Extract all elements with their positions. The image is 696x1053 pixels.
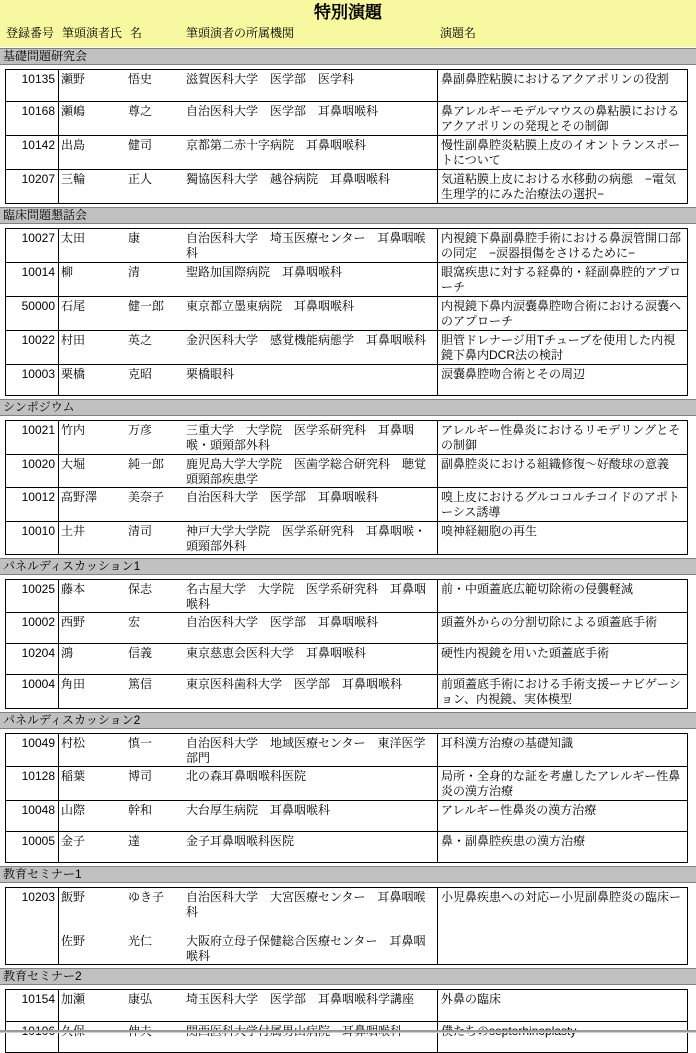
table-row xyxy=(6,990,687,1021)
table-row xyxy=(6,831,687,862)
registration-number: 10207 xyxy=(6,170,59,203)
registration-number xyxy=(6,1022,59,1052)
author-cell xyxy=(59,1022,437,1052)
author-cell xyxy=(59,136,437,169)
presentation-title: 副鼻腔炎における組織修復〜好酸球の意義 xyxy=(437,455,687,487)
author-cell xyxy=(59,580,437,612)
author-cell xyxy=(59,832,437,862)
presentation-title: 外鼻の臨床 xyxy=(437,990,687,1021)
author-affiliation: 東京都立墨東病院 耳鼻咽喉科 xyxy=(186,299,355,313)
author-given-name: 健司 xyxy=(128,138,153,152)
column-header-row xyxy=(5,26,696,41)
registration-number: 10012 xyxy=(6,488,59,521)
author-cell xyxy=(59,644,437,674)
author-given-name: 保志 xyxy=(128,582,153,596)
author-cell xyxy=(59,767,437,800)
table-row xyxy=(6,580,687,612)
presentation-title: 鼻アレルギーモデルマウスの鼻粘膜におけるアクアポリンの発現とその制御 xyxy=(437,102,687,135)
author-surname: 角田 xyxy=(61,677,86,691)
registration-number: 10204 xyxy=(6,644,59,674)
author-surname: 石尾 xyxy=(61,299,86,313)
table-row xyxy=(6,674,687,708)
table-row xyxy=(6,521,687,554)
session-table xyxy=(5,733,688,863)
author-line xyxy=(59,582,437,612)
table-row xyxy=(6,101,687,135)
author-line xyxy=(59,367,437,382)
author-cell xyxy=(59,455,437,487)
table-row xyxy=(6,800,687,831)
author-line xyxy=(59,677,437,692)
registration-number: 10168 xyxy=(6,102,59,135)
presentation-title: 硬性内視鏡を用いた頭蓋底手術 xyxy=(437,644,687,674)
author-surname: 山際 xyxy=(61,803,86,817)
column-header-surname: 筆頭演者氏 xyxy=(62,26,123,40)
registration-number: 10004 xyxy=(6,675,59,708)
section-header: 基礎問題研究会 xyxy=(0,48,696,65)
author-surname: 瀬嶋 xyxy=(61,104,86,118)
author-cell xyxy=(59,365,437,395)
registration-number: 10003 xyxy=(6,365,59,395)
author-line xyxy=(59,646,437,661)
table-row xyxy=(6,296,687,330)
author-affiliation: 大台厚生病院 耳鼻咽喉科 xyxy=(186,803,331,817)
registration-number: 10203 xyxy=(6,888,59,964)
section-header: パネルディスカッション1 xyxy=(0,558,696,575)
author-affiliation: 自治医科大学 大宮医療センター 耳鼻咽喉科 xyxy=(186,890,426,919)
author-affiliation: 自治医科大学 医学部 耳鼻咽喉科 xyxy=(186,490,379,504)
author-surname: 柳 xyxy=(61,265,74,279)
session-table xyxy=(5,989,688,1053)
author-affiliation: 自治医科大学 埼玉医療センター 耳鼻咽喉科 xyxy=(186,231,426,260)
author-affiliation: 金子耳鼻咽喉科医院 xyxy=(186,834,295,848)
presentation-title: 嗅上皮におけるグルココルチコイドのアポトーシス誘導 xyxy=(437,488,687,521)
author-affiliation: 獨協医科大学 越谷病院 耳鼻咽喉科 xyxy=(186,172,391,186)
author-surname: 金子 xyxy=(61,834,86,848)
author-cell xyxy=(59,70,437,101)
author-given-name: 克昭 xyxy=(128,367,153,381)
session-table xyxy=(5,420,688,555)
author-given-name: 尊之 xyxy=(128,104,153,118)
author-given-name: 清司 xyxy=(128,524,153,538)
author-line xyxy=(59,138,437,153)
author-surname: 高野澤 xyxy=(61,490,98,504)
table-row xyxy=(6,454,687,487)
author-cell xyxy=(59,331,437,364)
author-surname: 栗橋 xyxy=(61,367,86,381)
column-header-title: 演題名 xyxy=(440,26,477,40)
registration-number: 10020 xyxy=(6,455,59,487)
author-line xyxy=(59,615,437,630)
author-given-name: 康弘 xyxy=(128,992,153,1006)
page-header xyxy=(0,0,696,47)
author-given-name: 正人 xyxy=(128,172,153,186)
author-affiliation: 栗橋眼科 xyxy=(186,367,235,381)
presentation-title: 小児鼻疾患への対応ー小児副鼻腔炎の臨床ー xyxy=(437,888,687,964)
author-given-name: 光仁 xyxy=(128,934,153,948)
table-row xyxy=(6,229,687,262)
author-surname: 瀬野 xyxy=(61,72,86,86)
author-affiliation: 自治医科大学 医学部 耳鼻咽喉科 xyxy=(186,615,379,629)
registration-number: 10005 xyxy=(6,832,59,862)
table-row xyxy=(6,1021,687,1052)
author-affiliation: 名古屋大学 大学院 医学系研究科 耳鼻咽喉科 xyxy=(186,582,427,611)
author-affiliation: 鹿児島大学大学院 医歯学総合研究科 聴覚頭頸部疾患学 xyxy=(186,457,427,486)
author-line xyxy=(59,992,437,1007)
presentation-title: 前頭蓋底手術における手術支援ーナビゲーション、内視鏡、実体模型 xyxy=(437,675,687,708)
column-header-affiliation: 筆頭演者の所属機関 xyxy=(186,26,295,40)
author-given-name: 篤信 xyxy=(128,677,153,691)
author-surname: 加瀬 xyxy=(61,992,86,1006)
author-line xyxy=(59,834,437,849)
author-affiliation: 金沢医科大学 感覚機能病態学 耳鼻咽喉科 xyxy=(186,333,427,347)
registration-number: 10021 xyxy=(6,421,59,454)
table-row xyxy=(6,169,687,203)
presentation-title: アレルギー性鼻炎の漢方治療 xyxy=(437,801,687,831)
author-surname: 稲葉 xyxy=(61,769,86,783)
presentation-title: 慢性副鼻腔炎粘膜上皮のイオントランスポートについて xyxy=(437,136,687,169)
presentation-title: 気道粘膜上皮における水移動の病態 −電気生理学的にみた治療法の選択− xyxy=(437,170,687,203)
author-affiliation: 東京慈恵会医科大学 耳鼻咽喉科 xyxy=(186,646,367,660)
author-cell xyxy=(59,229,437,262)
presentation-title: 胆管ドレナージ用Tチューブを使用した内視鏡下鼻内DCR法の検討 xyxy=(437,331,687,364)
section-header: シンポジウム xyxy=(0,399,696,416)
author-affiliation: 聖路加国際病院 耳鼻咽喉科 xyxy=(186,265,343,279)
author-surname: 土井 xyxy=(61,524,86,538)
author-given-name: 慎一 xyxy=(128,736,153,750)
author-cell xyxy=(59,990,437,1021)
author-cell xyxy=(59,522,437,554)
presentation-title: 頭蓋外からの分割切除による頭蓋底手術 xyxy=(437,613,687,643)
registration-number: 10002 xyxy=(6,613,59,643)
registration-number: 10027 xyxy=(6,229,59,262)
author-affiliation: 北の森耳鼻咽喉科医院 xyxy=(186,769,307,783)
section-header: 教育セミナー1 xyxy=(0,866,696,883)
author-line xyxy=(59,769,437,784)
table-row xyxy=(6,421,687,454)
author-surname: 竹内 xyxy=(61,423,86,437)
author-line xyxy=(59,934,437,964)
author-line xyxy=(59,299,437,314)
author-given-name: 健一郎 xyxy=(128,299,165,313)
session-table xyxy=(5,69,688,204)
author-cell xyxy=(59,675,437,708)
author-given-name: 英之 xyxy=(128,333,153,347)
registration-number: 10022 xyxy=(6,331,59,364)
registration-number: 50000 xyxy=(6,297,59,330)
author-given-name: 純一郎 xyxy=(128,457,165,471)
author-given-name: ゆき子 xyxy=(128,890,165,904)
presentation-title: 耳科漢方治療の基礎知識 xyxy=(437,734,687,766)
author-line xyxy=(59,457,437,487)
registration-number: 10142 xyxy=(6,136,59,169)
registration-number: 10135 xyxy=(6,70,59,101)
session-table xyxy=(5,228,688,396)
author-line xyxy=(59,72,437,87)
author-given-name: 宏 xyxy=(128,615,141,629)
table-row xyxy=(6,612,687,643)
presentation-title xyxy=(437,1022,687,1052)
table-row xyxy=(6,734,687,766)
author-given-name: 悟史 xyxy=(128,72,153,86)
author-line xyxy=(59,265,437,280)
table-row xyxy=(6,766,687,800)
author-affiliation: 埼玉医科大学 医学部 耳鼻咽喉科学講座 xyxy=(186,992,415,1006)
registration-number: 10049 xyxy=(6,734,59,766)
session-table xyxy=(5,579,688,709)
session-table xyxy=(5,887,688,965)
registration-number: 10154 xyxy=(6,990,59,1021)
author-surname: 出島 xyxy=(61,138,86,152)
author-surname: 太田 xyxy=(61,231,86,245)
author-line xyxy=(59,231,437,261)
presentation-title: 眼窩疾患に対する経鼻的・経副鼻腔的アプローチ xyxy=(437,263,687,296)
author-affiliation: 三重大学 大学院 医学系研究科 耳鼻咽喉・頭頸部外科 xyxy=(186,423,415,452)
author-surname: 鴻 xyxy=(61,646,74,660)
author-line xyxy=(59,890,437,920)
column-header-registration-number: 登録番号 xyxy=(6,26,55,40)
registration-number: 10128 xyxy=(6,767,59,800)
author-given-name: 達 xyxy=(128,834,141,848)
author-line xyxy=(59,104,437,119)
presentation-title: 局所・全身的な証を考慮したアレルギー性鼻炎の漢方治療 xyxy=(437,767,687,800)
author-surname: 三輪 xyxy=(61,172,86,186)
author-affiliation: 京都第二赤十字病院 耳鼻咽喉科 xyxy=(186,138,367,152)
author-cell xyxy=(59,102,437,135)
author-line xyxy=(59,803,437,818)
table-row xyxy=(6,70,687,101)
registration-number: 10014 xyxy=(6,263,59,296)
author-cell xyxy=(59,734,437,766)
presentation-title: アレルギー性鼻炎におけるリモデリングとその制御 xyxy=(437,421,687,454)
section-header: 臨床問題懇話会 xyxy=(0,207,696,224)
presentation-title: 内視鏡下鼻副鼻腔手術における鼻涙管開口部の同定 −涙器損傷をさけるために− xyxy=(437,229,687,262)
registration-number: 10010 xyxy=(6,522,59,554)
bottom-rule xyxy=(0,1030,696,1033)
author-line xyxy=(59,172,437,187)
author-surname: 佐野 xyxy=(61,934,86,948)
author-line xyxy=(59,333,437,348)
author-cell xyxy=(59,801,437,831)
author-surname: 飯野 xyxy=(61,890,86,904)
author-cell xyxy=(59,888,437,964)
presentation-title: 嗅神経細胞の再生 xyxy=(437,522,687,554)
table-row xyxy=(6,487,687,521)
author-cell xyxy=(59,613,437,643)
author-given-name: 万彦 xyxy=(128,423,153,437)
author-given-name: 博司 xyxy=(128,769,153,783)
presentation-title: 涙嚢鼻腔吻合術とその周辺 xyxy=(437,365,687,395)
author-cell xyxy=(59,297,437,330)
presentation-title: 内視鏡下鼻内涙嚢鼻腔吻合術における涙嚢へのアプローチ xyxy=(437,297,687,330)
author-surname: 村松 xyxy=(61,736,86,750)
page-title: 特別演題 xyxy=(314,3,382,22)
author-surname: 大堀 xyxy=(61,457,86,471)
registration-number: 10048 xyxy=(6,801,59,831)
author-cell xyxy=(59,488,437,521)
author-affiliation: 神戸大学大学院 医学系研究科 耳鼻咽喉・頭頸部外科 xyxy=(186,524,427,553)
author-cell xyxy=(59,170,437,203)
section-header: パネルディスカッション2 xyxy=(0,712,696,729)
author-cell xyxy=(59,421,437,454)
table-row xyxy=(6,262,687,296)
author-given-name: 信義 xyxy=(128,646,153,660)
author-surname: 藤本 xyxy=(61,582,86,596)
presentation-title: 鼻・副鼻腔疾患の漢方治療 xyxy=(437,832,687,862)
author-line xyxy=(59,736,437,766)
author-affiliation: 滋賀医科大学 医学部 医学科 xyxy=(186,72,355,86)
presentation-title: 鼻副鼻腔粘膜におけるアクアポリンの役割 xyxy=(437,70,687,101)
section-header: 教育セミナー2 xyxy=(0,968,696,985)
author-affiliation: 自治医科大学 医学部 耳鼻咽喉科 xyxy=(186,104,379,118)
author-given-name: 清 xyxy=(128,265,141,279)
author-line xyxy=(59,423,437,453)
author-cell xyxy=(59,263,437,296)
author-affiliation: 自治医科大学 地域医療センター 東洋医学部門 xyxy=(186,736,426,765)
author-affiliation: 大阪府立母子保健総合医療センター 耳鼻咽喉科 xyxy=(186,934,426,963)
presentation-title: 前・中頭蓋底広範切除術の侵襲軽減 xyxy=(437,580,687,612)
table-row xyxy=(6,135,687,169)
table-row xyxy=(6,364,687,395)
author-given-name: 美奈子 xyxy=(128,490,165,504)
author-affiliation: 東京医科歯科大学 医学部 耳鼻咽喉科 xyxy=(186,677,403,691)
author-surname: 村田 xyxy=(61,333,86,347)
table-row xyxy=(6,330,687,364)
author-given-name: 康 xyxy=(128,231,141,245)
table-row xyxy=(6,643,687,674)
author-line xyxy=(59,524,437,554)
author-given-name: 幹和 xyxy=(128,803,153,817)
table-row xyxy=(6,888,687,964)
registration-number: 10025 xyxy=(6,580,59,612)
column-header-given-name: 名 xyxy=(130,26,143,40)
author-surname: 西野 xyxy=(61,615,86,629)
author-line xyxy=(59,490,437,505)
